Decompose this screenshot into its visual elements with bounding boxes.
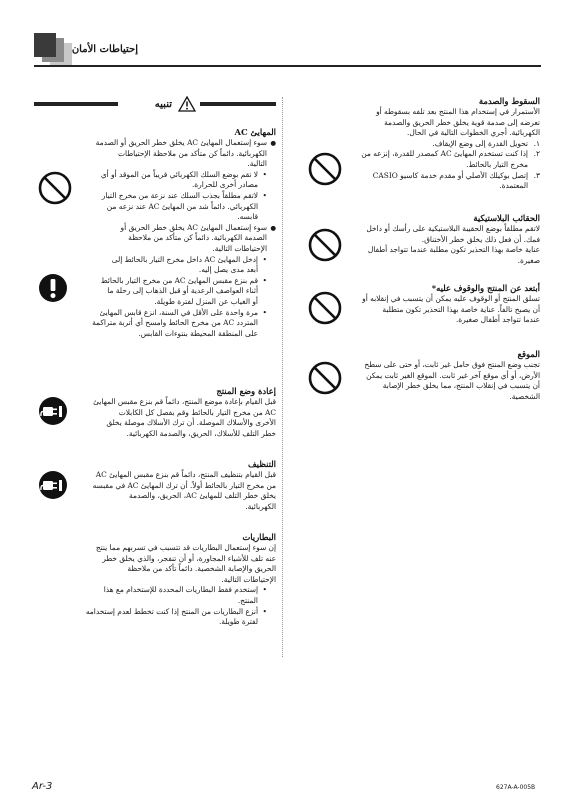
unplug-icon [38, 470, 68, 500]
drop-section [350, 96, 540, 192]
relocate-section [84, 386, 276, 439]
unplug-icon [38, 396, 68, 426]
drop-step-3: ٣. إتصل بوكيلك الأصلي أو مقدم خدمة كاسيو CASIO المعتمدة. [372, 170, 540, 191]
ac-warning-2: ● سوء إستعمال المهايئ AC يخلق خطر الحريق أو الصدمة الكهربائية. دائماً كن متأكد من ملاحظة الإحتياطات التالية. [84, 223, 276, 255]
list-item: • قم بنزع مقبس المهايئ AC من مخرج التيار بالحائط أثناء العواصف الرعدية أو قبل الذهاب إلى رحلة ما أو الغياب عن المنزل لفترة طويلة. [84, 276, 267, 308]
exclamation-icon [38, 273, 68, 303]
caution-bar-left [34, 102, 118, 106]
ac-warning-1-subs [84, 170, 276, 223]
location-text: تجنب وضع المنتج فوق حامل غير ثابت، أو حتى على سطح الأرض، أو أي موقع آخر غير ثابت. الموقع الغير ثابت يمكن أن يتسبب في إنقلاب المنتج، مما يخلق خطر الإصابة الشخصية. [364, 360, 540, 401]
drop-step-2: ٢. إذا كنت تستخدم المهايئ AC كمصدر للقدرة، إنزعه من مخرج التيار بالحائط. [361, 149, 540, 169]
ac-warning-2-subs [84, 255, 276, 340]
column-divider [282, 97, 283, 657]
ac-title: المهايئ AC [234, 127, 276, 137]
list-item: • لا تقم بوضع السلك الكهربائي قريباً من الموقد أو أي مصادر أخرى للحرارة. [84, 170, 267, 191]
page-title: إحتياطات الأمان [71, 44, 138, 55]
list-item: • إستخدم فقط البطاريات المحددة للإستخدام مع هذا المنتج. [84, 585, 267, 606]
list-item: • مرة واحدة على الأقل في السنة، انزع قابس المهايئ المتردد AC من مخرج الحائط وامسح أي أتربة متراكمة على المنطقة المحيطة بنتوءات القابس. [84, 308, 267, 340]
list-item: • لاتقم مطلقاً بجذب السلك عند نزعة من مخرج التيار الكهربائي. دائماً شد من المهايئ AC عند نزعه من قابسه. [84, 191, 267, 223]
document-code: 627A-A-005B [496, 784, 536, 791]
bags-section [350, 213, 540, 266]
cleaning-text: قبل القيام بتنظيف المنتج، دائماً قم بنزع مقبس المهايئ AC من مخرج التيار بالحائط أولاً. أن ترك المهايئ AC في مقبسه يخلق خطر التلف للمهايئ AC، الحريق، والصدمة الكهربائية. [92, 470, 276, 511]
cleaning-title: التنظيف [248, 459, 276, 469]
prohibited-icon [308, 291, 342, 325]
location-title: الموقع [517, 349, 540, 359]
caution-title: تنبيه [154, 98, 172, 110]
prohibited-icon [308, 228, 342, 262]
standing-section [350, 283, 540, 326]
warning-triangle-icon [178, 96, 196, 112]
prohibited-icon [38, 171, 72, 205]
ac-warning-1: ● سوء إستعمال المهايئ AC يخلق خطر الحريق أو الصدمة الكهربائية. دائماً كن متأكد من ملاحظة الإحتياطات التالية. [84, 138, 276, 170]
prohibited-icon [308, 152, 342, 186]
drop-text: الأستمرار في إستخدام هذا المنتج بعد تلفه بسقوطه أو تعرضه إلى صدمة قوية يخلق خطر الحريق والصدمة الكهربائية. أجري الخطوات التالية في الحال. [376, 107, 540, 138]
batteries-title: البطاريات [242, 532, 276, 542]
ac-section [84, 127, 276, 339]
drop-title: السقوط والصدمة [478, 96, 540, 106]
list-item: • أنزع البطاريات من المنتج إذا كنت تخطط لعدم إستخدامه لفترة طويلة. [84, 607, 267, 628]
prohibited-icon [308, 361, 342, 395]
relocate-title: إعادة وضع المنتج [216, 386, 276, 396]
batteries-text: إن سوء إستعمال البطاريات قد تتسبب في تسربهم مما ينتج عنه تلف للأشياء المجاورة، أو أن تنفجر، والذي يخلق خطر الحريق والإصابة الشخصية. دائماً تأكد من ملاحظة الإحتياطات التالية. [95, 543, 276, 584]
relocate-text: قبل القيام بإعادة موضع المنتج، دائماً قم بنزع مقبس المهايئ AC من مخرج التيار بالحائط وقم بفصل كل الكابلات الأخرى والأسلاك الموصلة. أن ترك الأسلاك موصلة يخلق خطر التلف للأسلاك، الحريق، والصدمة الكهربائية. [93, 397, 276, 438]
caution-header [124, 94, 196, 114]
batteries-subs [84, 585, 276, 627]
drop-step-1: ١. تحويل القدرة إلى وضع الإيقاف. [432, 138, 540, 148]
drop-steps [350, 139, 540, 192]
page-number: Ar-3 [32, 781, 53, 792]
header-corner-dark [34, 33, 56, 57]
caution-bar-right [200, 102, 276, 106]
header-rule [34, 65, 541, 67]
batteries-section [84, 532, 276, 628]
location-section [350, 349, 540, 402]
standing-text: تسلق المنتج أو الوقوف عليه يمكن أن يتسبب في إنقلابه أو أن يصبح تالفاً. عناية خاصة بهذا التحذير تكون متطلبة عندما تتواجد أطفال صغيرة. [362, 294, 540, 325]
list-item: • إدخل المهايئ AC داخل مخرج التيار بالحائط إلى أبعد مدى يصل إليه. [84, 255, 267, 276]
bags-title: الحقائب البلاستيكية [473, 213, 540, 223]
standing-title: أبتعد عن المنتج والوقوف عليه* [431, 283, 540, 293]
cleaning-section [84, 459, 276, 512]
bags-text: لاتقم مطلقاً بوضع الحقيبة البلاستيكية على رأسك أو داخل فمك. أن فعل ذلك يخلق خطر الأختناق. عناية خاصة بهذا التحذير تكون مطلبة عندما تتواجد أطفال صغيرة. [366, 224, 540, 265]
